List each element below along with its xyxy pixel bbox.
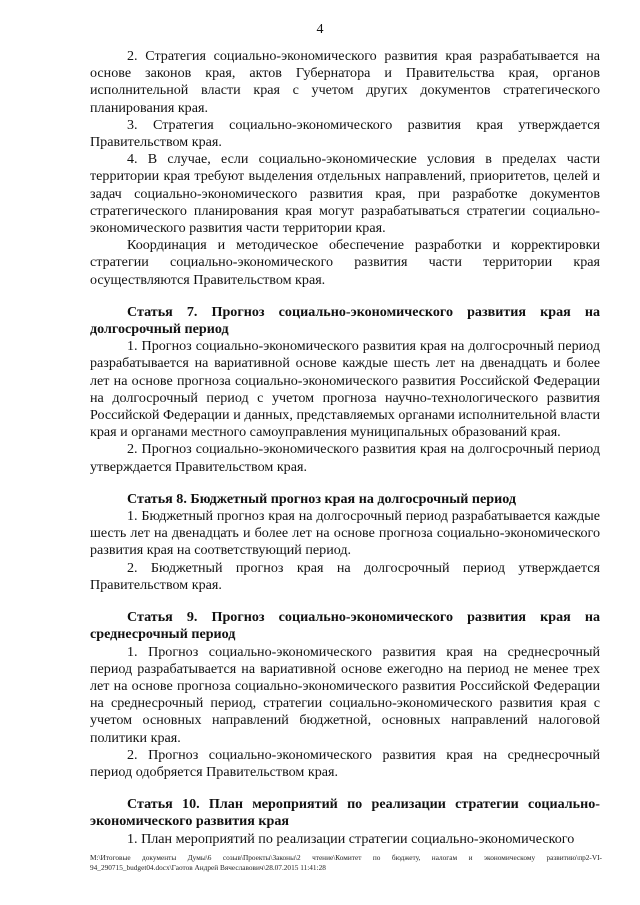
article-9-heading: Статья 9. Прогноз социально-экономического развития края на среднесрочный период (90, 609, 600, 643)
paragraph: Координация и методическое обеспечение разработки и корректировки стратегии социально-экономического развития части территории края осуществляются Правительством края. (90, 237, 600, 288)
paragraph: 2. Стратегия социально-экономического развития края разрабатывается на основе законов края, актов Губернатора и Правительства края, органов исполнительной власти края с учетом других документов стратегического планирования края. (90, 48, 600, 116)
spacer (90, 289, 600, 304)
paragraph: 1. Бюджетный прогноз края на долгосрочный период разрабатывается каждые шесть лет на двенадцать и более лет на основе прогноза социально-экономического развития края на соответствующий период. (90, 508, 600, 559)
paragraph: 1. Прогноз социально-экономического развития края на долгосрочный период разрабатывается на вариативной основе каждые шесть лет на двенадцать и более лет на основе прогноза социально-экономического развития Российской Федерации на долгосрочный период с учетом прогноза научно-технологического развития Российской Федерации и данных, представляемых органами исполнительной власти края и органами местного самоуправления муниципальных образований края. (90, 338, 600, 441)
paragraph: 2. Бюджетный прогноз края на долгосрочный период утверждается Правительством края. (90, 559, 600, 593)
page-number: 4 (316, 22, 324, 37)
document-body (90, 48, 600, 848)
paragraph: 1. План мероприятий по реализации стратегии социально-экономического (127, 830, 575, 847)
paragraph: 1. Прогноз социально-экономического развития края на среднесрочный период разрабатывается на вариативной основе ежегодно на период не менее трех лет на основе прогноза социально-экономического развития Российской Федерации на среднесрочный период, стратегии социально-экономического развития края с учетом основных направлений бюджетной, основных направлений налоговой политики края. (90, 643, 600, 746)
paragraph: 2. Прогноз социально-экономического развития края на долгосрочный период утверждается Правительством края. (90, 441, 600, 475)
paragraph: 3. Стратегия социально-экономического развития края утверждается Правительством края. (90, 116, 600, 151)
paragraph: 2. Прогноз социально-экономического развития края на среднесрочный период одобряется Правительством края. (90, 746, 600, 780)
spacer (90, 781, 600, 796)
article-10-heading: Статья 10. План мероприятий по реализации стратегии социально-экономического развития края (90, 796, 600, 830)
article-7-heading: Статья 7. Прогноз социально-экономического развития края на долгосрочный период (90, 303, 600, 338)
paragraph: 4. В случае, если социально-экономические условия в пределах части территории края требуют выделения отдельных направлений, приоритетов, целей и задач социально-экономического развития края, при разработке документов стратегического планирования края могут разрабатываться стратегии социально-экономического развития части территории края. (90, 151, 600, 237)
document-path-footer: M:\Итоговые документы Думы\6 созыв\Проекты\Законы\2 чтение\Комитет по бюджету, налогам и экономическому развитию\пр2-VI-94_290715_budget04.docx\Гаотов Андрей Вячеславович\28.07.2015 11:41:28 (90, 853, 602, 872)
spacer (90, 476, 600, 491)
spacer (90, 594, 600, 609)
article-8-heading: Статья 8. Бюджетный прогноз края на долгосрочный период (127, 490, 516, 507)
